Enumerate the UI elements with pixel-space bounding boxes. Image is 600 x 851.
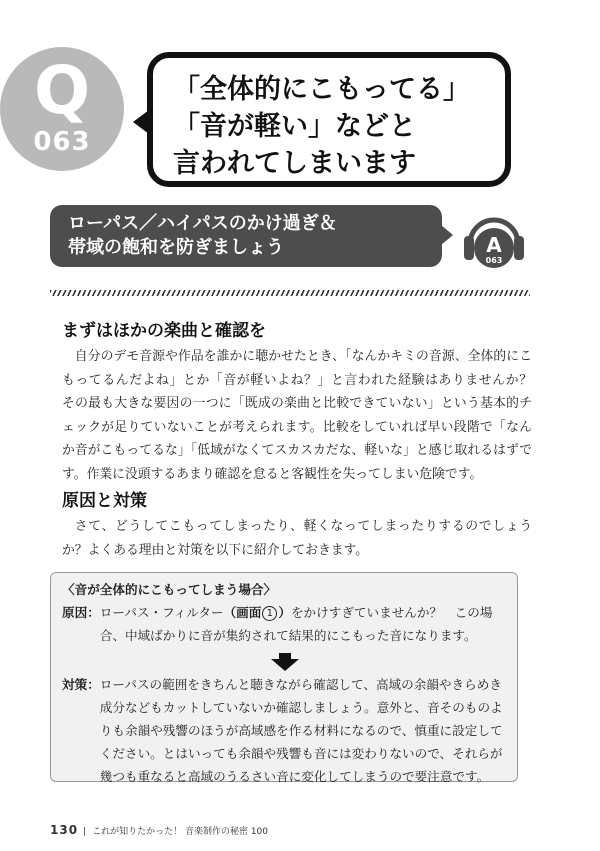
answer-title-line: 帯域の飽和を防ぎましょう: [68, 237, 284, 258]
measure-label: 対策：: [62, 677, 100, 692]
answer-number: 063: [485, 256, 503, 265]
question-letter: Q: [33, 52, 91, 129]
body-paragraph-cause: さて、どうしてこもってしまったり、軽くなってしまったりするのでしょうか？よくある理由と対策を以下に紹介しておきます。: [62, 519, 532, 558]
headphones-icon: [459, 206, 529, 270]
footer-separator: |: [83, 827, 87, 837]
circled-number: 1: [262, 606, 277, 621]
cause-label: 原因：: [62, 605, 100, 620]
cause-text-after: をかけすぎていませんか？ この場合、中域ばかりに音が集約されて結果的にこもった音になります。: [99, 605, 493, 643]
question-title-line: 言われてしまいます: [173, 148, 416, 179]
figure-ref-close: ）: [278, 605, 291, 620]
question-bubble: [147, 52, 511, 187]
page-number: 130: [50, 823, 79, 837]
question-title-line: 「音が軽い」などと: [173, 111, 416, 142]
note-measure-row: [62, 673, 507, 788]
down-arrow-icon: [270, 653, 300, 671]
note-box: [50, 572, 518, 782]
answer-box-tail: [441, 225, 453, 245]
answer-heading-box: [50, 205, 442, 267]
book-title: これが知りたかった！ 音楽制作の秘密 100: [92, 827, 269, 837]
note-cause-row: [62, 601, 507, 647]
section-heading-compare: まずはほかの楽曲と確認を: [62, 321, 266, 341]
answer-title-line: ローパス／ハイパスのかけ過ぎ＆: [68, 213, 337, 234]
question-title-line: 「全体的にこもってる」: [173, 74, 470, 105]
note-title: 〈音が全体的にこもってしまう場合〉: [62, 582, 277, 597]
question-number: 063: [33, 127, 91, 157]
section-heading-cause: 原因と対策: [62, 491, 147, 511]
section-divider: [50, 290, 530, 296]
page-footer: [50, 823, 268, 837]
body-paragraph-compare: 自分のデモ音源や作品を誰かに聴かせたとき、「なんかキミの音源、全体的にこもってるんだよね」とか「音が軽いよね？」と言われた経験はありませんか？ その最も大きな要因の一つに「既成の楽曲と比較できていない」という基本的チェックが足りていないことが考えられます。比較をしていれば早い段階で「なんか音がこもってるな」「低域がなくてスカスカだな、軽いな」と感じ取れるはずです。作業に没頭するあまり確認を怠ると客観性を失ってしまい危険です。: [62, 349, 545, 482]
question-badge: [0, 47, 124, 171]
measure-text: ローパスの範囲をきちんと聴きながら確認して、高域の余韻やきらめき成分などもカットしていないか確認しましょう。意外と、音そのものよりも余韻や残響のほうが高域感を作る材料になるので、慎重に設定してください。とはいっても余韻や残響も音には変わりないので、それらが幾つも重なると高域のうるさい音に変化してしまうので要注意です。: [99, 677, 503, 784]
cause-text: [100, 601, 507, 647]
figure-ref-open: （画面: [223, 605, 262, 620]
answer-letter: A: [486, 233, 502, 257]
cause-text-before: ローパス・フィルター: [99, 605, 224, 620]
